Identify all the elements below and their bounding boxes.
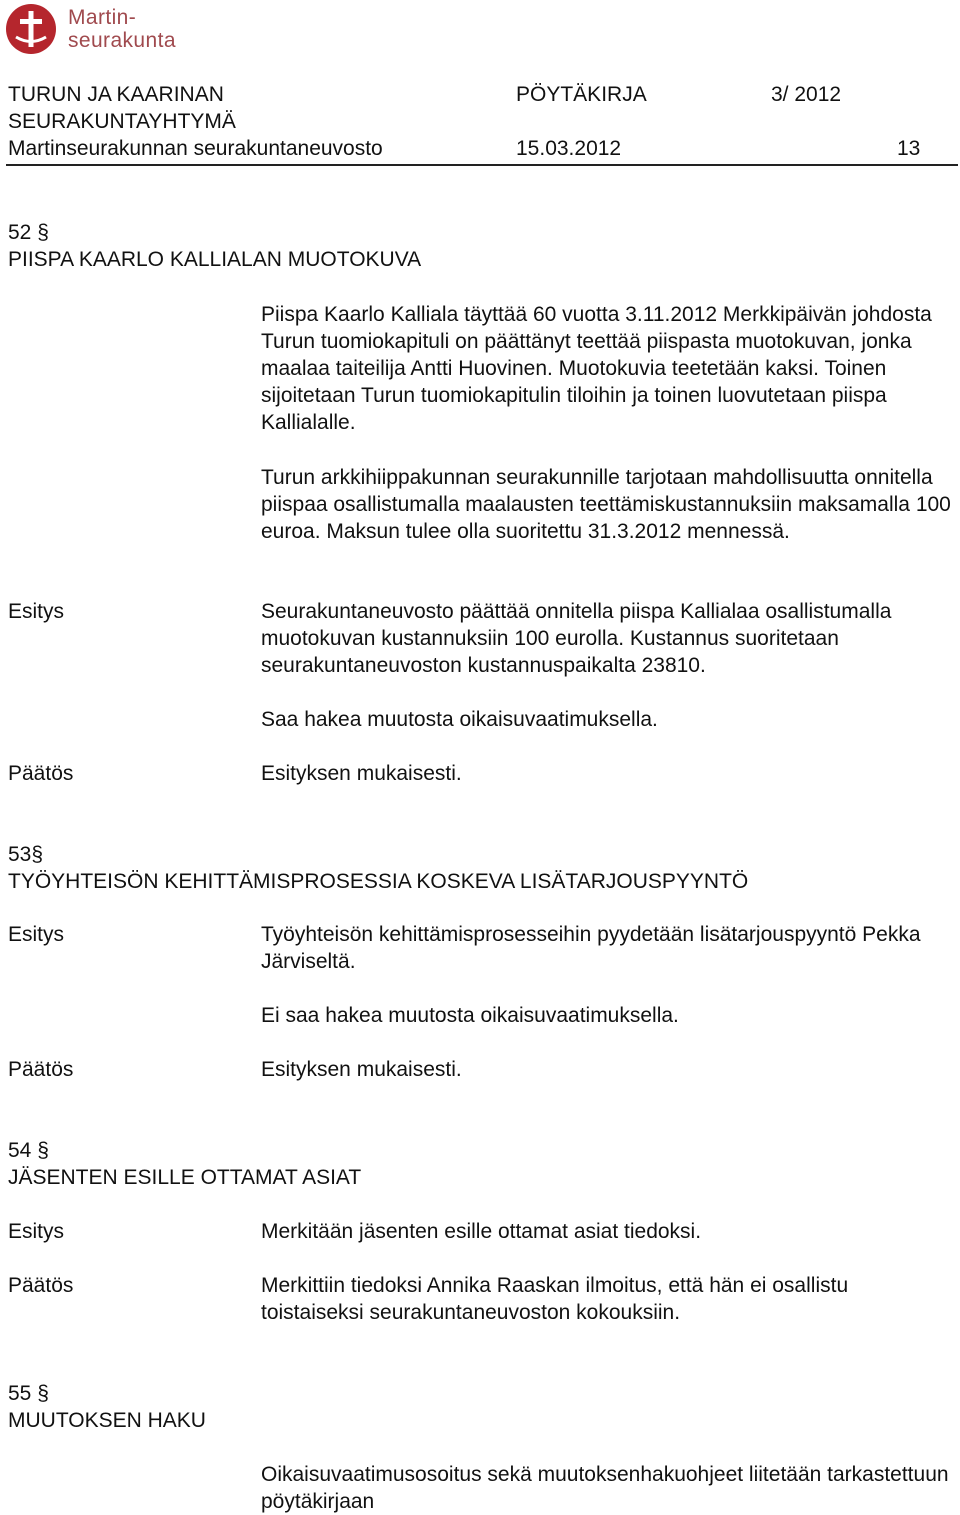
section-title: PIISPA KAARLO KALLIALAN MUOTOKUVA — [8, 248, 422, 271]
section-number-value: 53 — [8, 843, 32, 866]
section-number — [8, 219, 49, 246]
paatos-text: Esityksen mukaisesti. — [261, 1058, 462, 1081]
document-number: 3/ 2012 — [771, 83, 842, 106]
section-number-value: 54 — [8, 1139, 32, 1162]
esitys-text: Merkitään jäsenten esille ottamat asiat tiedoksi. — [261, 1220, 702, 1243]
meeting-date: 15.03.2012 — [516, 137, 622, 160]
appeal-text: Ei saa hakea muutosta oikaisuvaatimuksella. — [261, 1004, 679, 1027]
esitys-label: Esitys — [8, 923, 65, 946]
appeal-text: Saa hakea muutosta oikaisuvaatimuksella. — [261, 708, 658, 731]
section-sign: § — [37, 1382, 49, 1405]
section-title: TYÖYHTEISÖN KEHITTÄMISPROSESSIA KOSKEVA LISÄTARJOUSPYYNTÖ — [8, 870, 749, 893]
paatos-label: Päätös — [8, 762, 74, 785]
section-number — [8, 1380, 49, 1407]
section-sign: § — [37, 221, 49, 244]
org-name-line-1: TURUN JA KAARINAN — [8, 83, 224, 106]
logo-line-1: Martin- — [68, 6, 137, 29]
esitys-text: Työyhteisön kehittämisprosesseihin pyydetään lisätarjouspyyntö Pekka Järviseltä. — [261, 923, 921, 973]
section-title: JÄSENTEN ESILLE OTTAMAT ASIAT — [8, 1166, 362, 1189]
council-name: Martinseurakunnan seurakuntaneuvosto — [8, 137, 383, 160]
logo-line-2: seurakunta — [68, 29, 176, 52]
section-number-value: 55 — [8, 1382, 32, 1405]
section-number — [8, 841, 43, 868]
paatos-label: Päätös — [8, 1274, 74, 1297]
logo-wordmark — [68, 6, 176, 52]
paatos-text: Esityksen mukaisesti. — [261, 762, 462, 785]
section-sign: § — [37, 1139, 49, 1162]
paatos-label: Päätös — [8, 1058, 74, 1081]
header-divider — [6, 164, 958, 166]
section-sign: § — [31, 843, 44, 866]
section-title: MUUTOKSEN HAKU — [8, 1409, 206, 1432]
section-paragraph: Turun arkkihiippakunnan seurakunnille tarjotaan mahdollisuutta onnitella piispaa osallistumalla maalausten teettämiskustannuksiin maksamalla 100 euroa. Maksun tulee olla suoritettu 31.3.2012 mennessä. — [261, 466, 951, 543]
paatos-text: Merkittiin tiedoksi Annika Raaskan ilmoitus, että hän ei osallistu toistaiseksi seurakuntaneuvoston kokouksiin. — [261, 1274, 849, 1324]
church-logo — [6, 4, 206, 56]
cross-logo-icon — [6, 4, 56, 54]
esitys-text: Seurakuntaneuvosto päättää onnitella piispa Kallialaa osallistumalla muotokuvan kustannuksiin 100 eurolla. Kustannus suoritetaan seurakuntaneuvoston kustannuspaikalta 23810. — [261, 600, 892, 677]
section-body-text: Oikaisuvaatimusosoitus sekä muutoksenhakuohjeet liitetään tarkastettuun pöytäkirjaan — [261, 1463, 949, 1513]
org-name-line-2: SEURAKUNTAYHTYMÄ — [8, 110, 236, 133]
esitys-label: Esitys — [8, 1220, 65, 1243]
esitys-label: Esitys — [8, 600, 65, 623]
section-paragraph: Piispa Kaarlo Kalliala täyttää 60 vuotta 3.11.2012 Merkkipäivän johdosta Turun tuomiokapituli on päättänyt teettää piispasta muotokuvan, jonka maalaa taiteilija Antti Huovinen. Muotokuvia teetetään kaksi. Toinen sijoitetaan Turun tuomiokapitulin tiloihin ja toinen luovutetaan piispa Kallialalle. — [261, 303, 932, 434]
section-number-value: 52 — [8, 221, 32, 244]
document-type: PÖYTÄKIRJA — [516, 83, 647, 106]
section-number — [8, 1137, 49, 1164]
page-number: 13 — [897, 137, 921, 160]
